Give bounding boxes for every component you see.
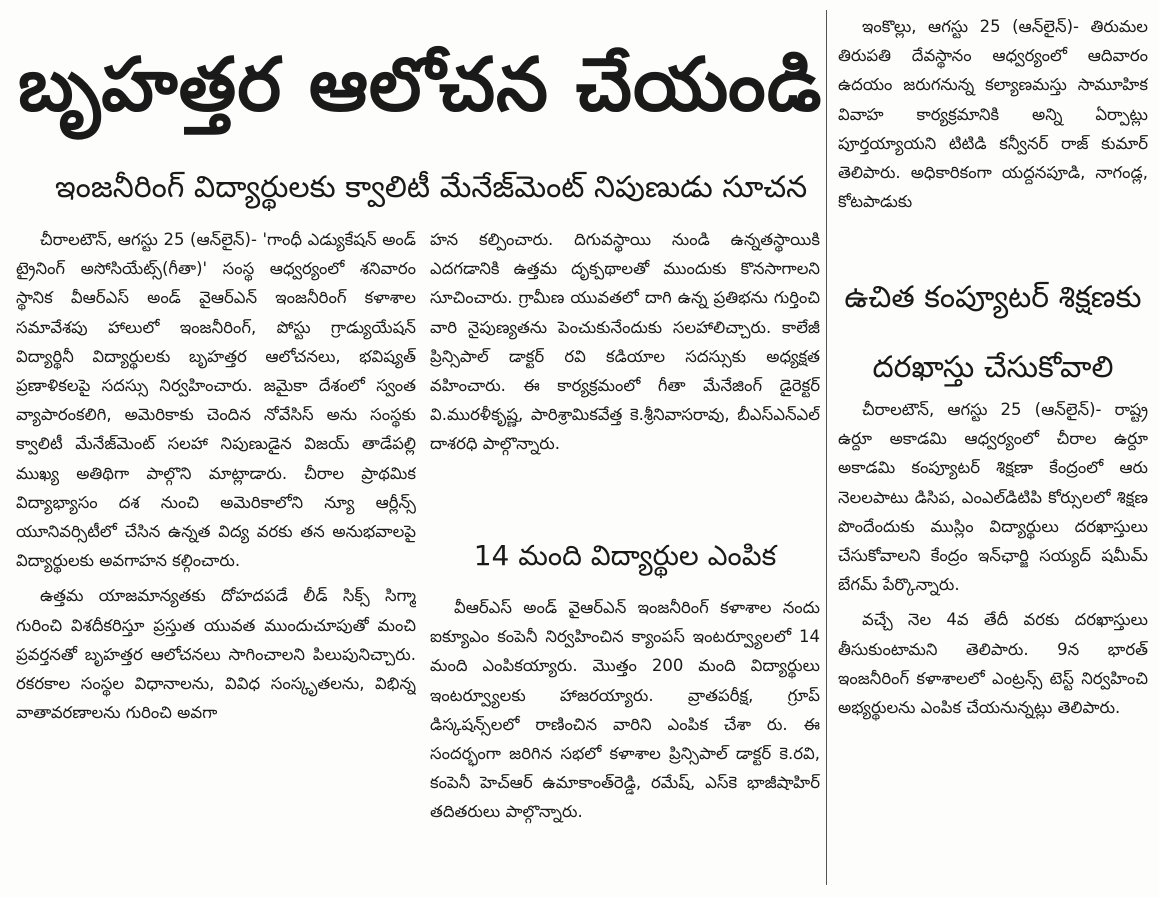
right-story1-column bbox=[838, 12, 1148, 262]
article-headline: బృహత్తర ఆలోచన చేయండి bbox=[18, 42, 823, 128]
section-heading-selection: 14 మంది విద్యార్థుల ఎంపిక bbox=[473, 539, 777, 572]
article-paragraph: హన కల్పించారు. దిగువస్థాయి నుండి ఉన్నతస్థాయికి ఎదగడానికి ఉత్తమ దృక్పథాలతో ముందుకు కొనసాగాలని సూచించారు. గ్రామీణ యువతలో దాగి ఉన్న ప్రతిభను గుర్తించి వారి నైపుణ్యతను పెంచుకునేందుకు సలహాలిచ్చారు. కాలేజీ ప్రిన్సిపాల్ డాక్టర్ రవి కడియాల సదస్సుకు అధ్యక్షత వహించారు. ఈ కార్యక్రమంలో గీతా మేనేజింగ్ డైరెక్టర్ వి.మురళీకృష్ణ, పారిశ్రామికవేత్త కె.శ్రీనివాసరావు, బీఎస్ఎన్ఎల్ దాశరధి పాల్గొన్నారు. bbox=[430, 230, 820, 454]
article-middle-column bbox=[430, 225, 820, 535]
column-divider bbox=[826, 10, 827, 885]
article-paragraph: ఉత్తమ యాజమాన్యతకు దోహదపడే లీడ్ సిక్స్ సిగ్మా గురించి విశదీకరిస్తూ ప్రస్తుత యువత ముందుచూపుతో మంచి ప్రవర్తనతో బృహత్తర ఆలోచనలు సాగించాలని పిలుపునిచ్చారు. రకరకాల సంస్థల విధానాలను, వివిధ సంస్కృతలను, విభిన్న వాతావరణాలను గురించి అవగా bbox=[16, 586, 416, 723]
article-section2-column bbox=[430, 593, 820, 873]
article-paragraph: చీరాలటౌన్, ఆగస్టు 25 (ఆన్‌లైన్)- రాష్ట్ర ఉర్దూ అకాడమి ఆధ్వర్యంలో చీరాల ఉర్దూ అకాడమి కంప్యూటర్ శిక్షణా కేంద్రంలో ఆరు నెలలపాటు డిసిప, ఎంఎల్‌డిటిపి కోర్సులలో శిక్షణ పొందేందుకు ముస్లిం విద్యార్థులు దరఖాస్తులు చేసుకోవాలని కేంద్రం ఇన్‌ఛార్జి సయ్యద్ షమీమ్ బేగమ్ పేర్కొన్నారు. bbox=[838, 400, 1148, 595]
article-paragraph: ఇంకొల్లు, ఆగస్టు 25 (ఆన్‌లైన్)- తిరుమల తిరుపతి దేవస్థానం ఆధ్వర్యంలో ఆదివారం ఉదయం జరుగనున్న కల్యాణమస్తు సామూహిక వివాహ కార్యక్రమానికి అన్ని ఏర్పాట్లు పూర్తయ్యాయని టిటిడి కన్వీనర్ రాజ్ కుమార్ తెలిపారు. అధికారికంగా యద్దనపూడి, నాగండ్ల, కోటపాడుకు bbox=[838, 17, 1148, 212]
article-subheadline: ఇంజనీరింగ్ విద్యార్థులకు క్వాలిటీ మేనేజ్‌మెంట్ నిపుణుడు సూచన bbox=[55, 170, 808, 205]
article-paragraph: వచ్చే నెల 4వ తేదీ వరకు దరఖాస్తులు తీసుకుంటామని తెలిపారు. 9న భారత్ ఇంజనీరింగ్ కళాశాలలో ఎంట్రన్స్ టెస్ట్ నిర్వహించి అభ్యర్థులను ఎంపిక చేయనున్నట్లు తెలిపారు. bbox=[838, 610, 1148, 718]
article-paragraph: వీఆర్‌ఎస్ అండ్ వైఆర్‌ఎన్ ఇంజనీరింగ్ కళాశాల నందు ఐక్యూఎం కంపెనీ నిర్వహించిన క్యాంపస్ ఇంటర్వ్యూలలో 14 మంది ఎంపికయ్యారు. మొత్తం 200 మంది విద్యార్థులు ఇంటర్వ్యూలకు హాజరయ్యారు. వ్రాతపరీక్ష, గ్రూప్ డిస్కషన్స్‌లలో రాణించిన వారిని ఎంపిక చేశా రు. ఈ సందర్భంగా జరిగిన సభలో కళాశాల ప్రిన్సిపాల్ డాక్టర్ కె.రవి, కంపెనీ హెచ్‌ఆర్ ఉమాకాంత్‌రెడ్డి, రమేష్, ఎస్‌కె భాజీషాహిర్ తదితరులు పాల్గొన్నారు. bbox=[430, 598, 820, 822]
right-story2-heading-line2: దరఖాస్తు చేసుకోవాలి bbox=[872, 350, 1114, 385]
right-story2-heading-line1: ఉచిత కంప్యూటర్ శిక్షణకు bbox=[844, 280, 1142, 315]
article-left-column bbox=[16, 225, 416, 885]
article-paragraph: చీరాలటౌన్, ఆగస్టు 25 (ఆన్‌లైన్)- 'గాంధీ ఎడ్యుకేషన్ అండ్ ట్రైనింగ్ అసోసియేట్స్(గీతా)' సంస్థ ఆధ్వర్యంలో శనివారం స్థానిక వీఆర్‌ఎస్ అండ్ వైఆర్‌ఎన్ ఇంజనీరింగ్ కళాశాల సమావేశపు హాలులో ఇంజనీరింగ్, పోస్టు గ్రాడ్యుయేషన్ విద్యార్థినీ విద్యార్థులకు బృహత్తర ఆలోచనలు, భవిష్యత్ ప్రణాళికలపై సదస్సు నిర్వహించారు. జమైకా దేశంలో స్వంత వ్యాపారంకలిగి, అమెరికాకు చెందిన నోవేసిస్ అను సంస్థకు క్వాలిటీ మేనేజ్‌మెంట్ సలహా నిపుణుడైన విజయ్ తాడేపల్లి ముఖ్య అతిథిగా పాల్గొని మాట్లాడారు. చీరాల ప్రాథమిక విద్యాభ్యాసం దశ నుంచి అమెరికాలోని న్యూ ఆర్లీన్స్ యూనివర్సిటీలో చేసిన ఉన్నత విద్య వరకు తన అనుభవాలపై విద్యార్థులకు అవగాహన కల్గించారు. bbox=[16, 230, 416, 571]
right-story2-column bbox=[838, 395, 1148, 885]
